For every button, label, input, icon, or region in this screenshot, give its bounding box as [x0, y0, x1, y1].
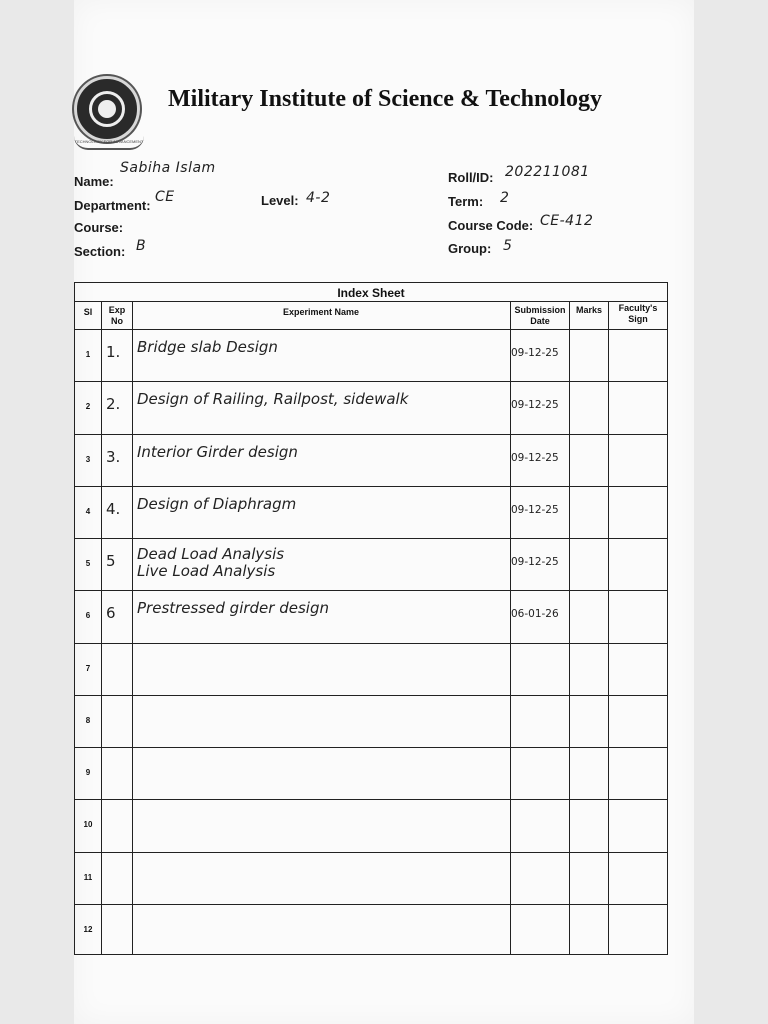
logo-motto: TECHNOLOGY FOR ADVANCEMENT [74, 136, 144, 150]
row-submission-date: 06-01-26 [511, 608, 559, 621]
col-header-marks: Marks [575, 305, 602, 315]
row-submission-date: 09-12-25 [511, 503, 559, 516]
roll-value: 202211081 [505, 164, 590, 180]
logo-core [98, 100, 116, 118]
row-divider [75, 852, 667, 853]
row-divider [75, 486, 667, 487]
group-label: Group: [448, 241, 492, 256]
section-value: B [136, 238, 147, 254]
column-divider [608, 301, 609, 954]
row-divider [75, 381, 667, 382]
col-header-experiment-name: Experiment Name [282, 307, 360, 317]
row-experiment-name: Interior Girder design [137, 442, 298, 461]
row-sl-number: 2 [85, 402, 91, 412]
index-sheet-table [74, 282, 668, 955]
course-label: Course: [74, 220, 124, 235]
row-sl-number: 12 [83, 924, 93, 934]
term-value: 2 [500, 190, 510, 206]
col-header-submission-date: Submission Date [514, 305, 566, 326]
row-sl-number: 9 [85, 768, 91, 778]
row-submission-date: 09-12-25 [511, 347, 559, 360]
row-sl-number: 5 [85, 559, 91, 569]
level-label: Level: [261, 193, 299, 208]
row-sl-number: 4 [85, 506, 91, 516]
department-label: Department: [74, 198, 151, 213]
row-divider [75, 904, 667, 905]
index-sheet-title: Index Sheet [75, 283, 667, 302]
row-experiment-name: Prestressed girder design [137, 599, 329, 618]
row-exp-no: 4. [106, 499, 121, 518]
row-divider [75, 538, 667, 539]
institution-logo [74, 76, 140, 142]
col-header-sl: Sl [83, 307, 93, 317]
roll-label: Roll/ID: [448, 170, 494, 185]
row-exp-no: 6 [106, 604, 116, 623]
row-submission-date: 09-12-25 [511, 556, 559, 569]
header-divider [75, 329, 667, 330]
row-sl-number: 1 [85, 350, 91, 360]
group-value: 5 [503, 238, 513, 254]
course-code-label: Course Code: [448, 218, 534, 233]
course-code-value: CE-412 [540, 213, 594, 229]
row-exp-no: 5 [106, 552, 116, 571]
name-label: Name: [74, 174, 114, 189]
row-sl-number: 11 [83, 872, 93, 882]
row-experiment-name: Design of Diaphragm [137, 494, 297, 513]
row-divider [75, 695, 667, 696]
term-label: Term: [448, 194, 484, 209]
row-experiment-name: Dead Load Analysis Live Load Analysis [137, 545, 285, 580]
level-value: 4-2 [306, 190, 331, 206]
row-experiment-name: Design of Railing, Railpost, sidewalk [137, 390, 409, 409]
row-divider [75, 799, 667, 800]
row-sl-number: 6 [85, 611, 91, 621]
institution-title: Military Institute of Science & Technology [168, 86, 602, 112]
row-sl-number: 7 [85, 663, 91, 673]
row-sl-number: 8 [85, 715, 91, 725]
row-submission-date: 09-12-25 [511, 451, 559, 464]
col-header-faculty-sign: Faculty's Sign [618, 303, 658, 324]
section-label: Section: [74, 244, 126, 259]
row-exp-no: 3. [106, 447, 121, 466]
row-experiment-name: Bridge slab Design [137, 338, 278, 356]
department-value: CE [155, 189, 175, 205]
row-divider [75, 590, 667, 591]
row-sl-number: 3 [85, 454, 91, 464]
name-value: Sabiha Islam [120, 160, 216, 176]
row-divider [75, 643, 667, 644]
row-submission-date: 09-12-25 [511, 399, 559, 412]
row-sl-number: 10 [83, 820, 93, 830]
row-divider [75, 747, 667, 748]
row-divider [75, 434, 667, 435]
row-exp-no: 2. [106, 395, 121, 414]
row-exp-no: 1. [106, 343, 121, 362]
col-header-exp-no: Exp No [108, 305, 126, 326]
